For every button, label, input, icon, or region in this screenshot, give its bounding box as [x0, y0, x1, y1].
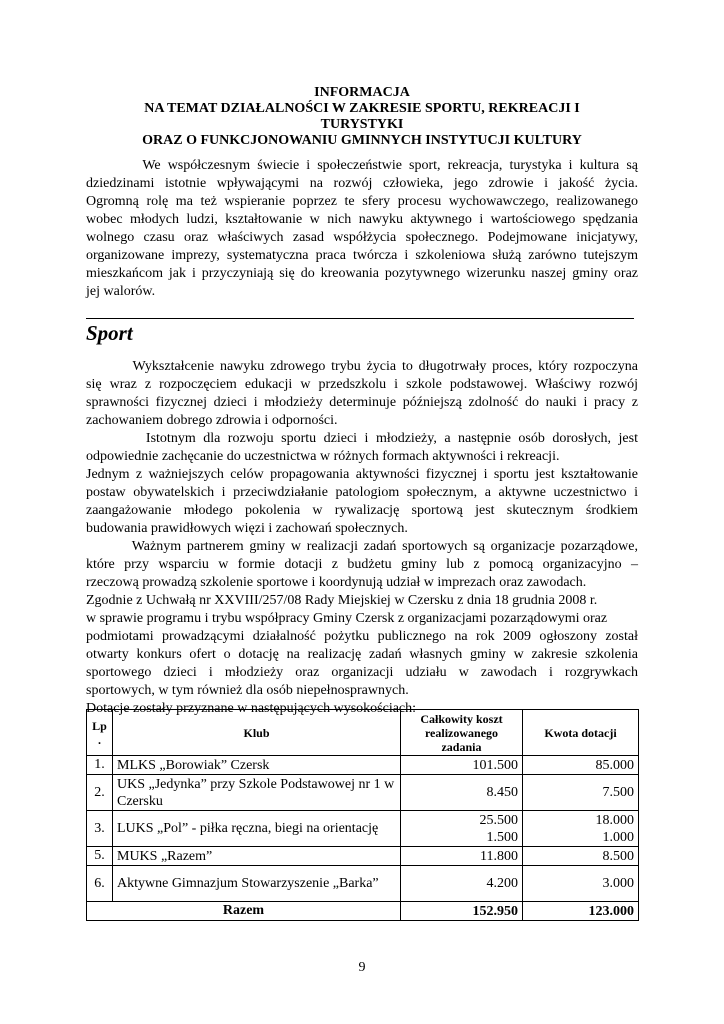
body-line: się wraz z rozpoczęciem edukacji w przedszkolu i szkole podstawowej. Właściwy rozwój [86, 377, 638, 392]
intro-line: mieszkańcom jak i przyczyniają się do kreowania pozytywnego wizerunku naszej gminy oraz [86, 266, 638, 281]
body-line: Jednym z ważniejszych celów propagowania aktywności fizycznej i sportu jest kształtowanie [86, 467, 638, 482]
body-line: zaangażowanie młodego pokolenia w rywalizację sportową jest skutecznym środkiem [86, 503, 638, 518]
body-line: Ważnym partnerem gminy w realizacji zadań sportowych są organizacje pozarządowe, [86, 539, 638, 554]
body-line: Dotacje zostały przyznane w następujących wysokościach: [86, 701, 417, 716]
body-line: podmiotami prowadzącymi działalność pożytku publicznego na rok 2009 ogłoszony został [86, 629, 638, 644]
row-club: UKS „Jedynka” przy Szkole Podstawowej nr 1 w Czersku [113, 775, 401, 811]
row-grant: 18.000 [595, 813, 634, 828]
row-club: MLKS „Borowiak” Czersk [113, 756, 401, 775]
table-row [87, 756, 639, 775]
intro-line: Ogromną rolę ma też wspieranie poprzez te sfery procesu wychowawczego, realizowanego [86, 194, 638, 209]
row-lp: 3. [87, 811, 113, 847]
row-grant-secondary: 1.000 [602, 830, 634, 845]
total-grant: 123.000 [523, 902, 639, 921]
title-line-4: ORAZ O FUNKCJONOWANIU GMINNYCH INSTYTUCJI KULTURY [142, 133, 582, 148]
intro-paragraph [86, 157, 638, 301]
row-cost-cell [401, 811, 523, 847]
row-grant: 3.000 [523, 866, 639, 902]
title-line-3: TURYSTYKI [320, 117, 404, 132]
row-grant: 7.500 [523, 775, 639, 811]
body-line: odpowiednie zachęcanie do uczestnictwa w różnych formach aktywności i rekreacji. [86, 449, 560, 464]
table-row [87, 866, 639, 902]
body-line: sportowych, w tym również dla osób niepełnosprawnych. [86, 683, 409, 698]
total-label: Razem [87, 902, 401, 921]
body-line: sprawności fizycznej dzieci i młodzieży determinuje późniejszą zdolność do nauki i pracy z [86, 395, 638, 410]
row-club: Aktywne Gimnazjum Stowarzyszenie „Barka” [113, 866, 401, 902]
row-club: LUKS „Pol” - piłka ręczna, biegi na orientację [113, 811, 401, 847]
row-cost: 4.200 [401, 866, 523, 902]
row-club: MUKS „Razem” [113, 847, 401, 866]
header-club: Klub [113, 710, 401, 756]
body-line: Istotnym dla rozwoju sportu dzieci i młodzieży, a następnie osób dorosłych, jest [86, 431, 638, 446]
table-row [87, 847, 639, 866]
table-header-row [87, 710, 639, 756]
intro-line: We współczesnym świecie i społeczeństwie sport, rekreacja, turystyka i kultura są [86, 158, 638, 173]
row-lp: 6. [87, 866, 113, 902]
sport-body [86, 358, 638, 718]
row-lp: 5. [87, 847, 113, 866]
title-line-2: NA TEMAT DZIAŁALNOŚCI W ZAKRESIE SPORTU, REKREACJI I [144, 101, 580, 116]
row-lp: 1. [87, 756, 113, 775]
body-line: postaw obywatelskich i przeciwdziałanie patologiom społecznym, a aktywne uczestnictwo i [86, 485, 638, 500]
row-cost: 8.450 [401, 775, 523, 811]
section-heading-sport: Sport [86, 321, 133, 345]
body-line: Wykształcenie nawyku zdrowego trybu życia to długotrwały proces, który rozpoczyna [86, 359, 638, 374]
body-line: sportowego dzieci i młodzieży oraz organizacji udziału w zawodach i rozgrywkach [86, 665, 638, 680]
body-line: w sprawie programu i trybu współpracy Gminy Czersk z organizacjami pozarządowymi oraz [86, 611, 608, 626]
row-grant-cell [523, 811, 639, 847]
grants-table [86, 709, 639, 921]
document-title [86, 85, 638, 149]
title-line-1: INFORMACJA [314, 85, 410, 100]
intro-line: wolnego czasu oraz właściwych zasad współżycia społecznego. Podejmowane inicjatywy, [86, 230, 638, 245]
body-line: otwarty konkurs ofert o dotację na realizację zadań własnych gminy w zakresie szkolenia [86, 647, 638, 662]
intro-line: dziedzinami istotnie wpływającymi na rozwój człowieka, jego zdrowie i jakość życia. [86, 176, 638, 191]
row-cost: 101.500 [401, 756, 523, 775]
intro-line: organizowane imprezy, systematyczna praca twórcza i szkoleniowa służą zarówno tutejszym [86, 248, 638, 263]
table-row [87, 811, 639, 847]
row-cost-secondary: 1.500 [486, 830, 518, 845]
header-grant: Kwota dotacji [523, 710, 639, 756]
horizontal-rule [86, 318, 634, 319]
header-lp: Lp . [87, 710, 113, 756]
total-cost: 152.950 [401, 902, 523, 921]
intro-line: jej walorów. [86, 284, 156, 299]
body-line: budowania prawidłowych więzi i zachowań społecznych. [86, 521, 408, 536]
body-line: rzeczową prowadzą szkolenie sportowe i koordynują udział w imprezach oraz zawodach. [86, 575, 587, 590]
row-grant: 85.000 [523, 756, 639, 775]
row-lp: 2. [87, 775, 113, 811]
row-grant: 8.500 [523, 847, 639, 866]
row-cost: 25.500 [479, 813, 518, 828]
body-line: Zgodnie z Uchwałą nr XXVIII/257/08 Rady Miejskiej w Czersku z dnia 18 grudnia 2008 r. [86, 593, 598, 608]
body-line: zachowaniem dobrego zdrowia i odporności. [86, 413, 338, 428]
intro-line: wobec młodych ludzi, kształtowanie w nich nawyku aktywnego i wartościowego spędzania [86, 212, 638, 227]
table-row [87, 775, 639, 811]
body-line: które przy wsparciu w formie dotacji z budżetu gminy lub z pomocą organizacyjno – [86, 557, 638, 572]
header-cost: Całkowity koszt realizowanego zadania [401, 710, 523, 756]
row-cost: 11.800 [401, 847, 523, 866]
table-total-row [87, 902, 639, 921]
page-number: 9 [358, 960, 366, 975]
